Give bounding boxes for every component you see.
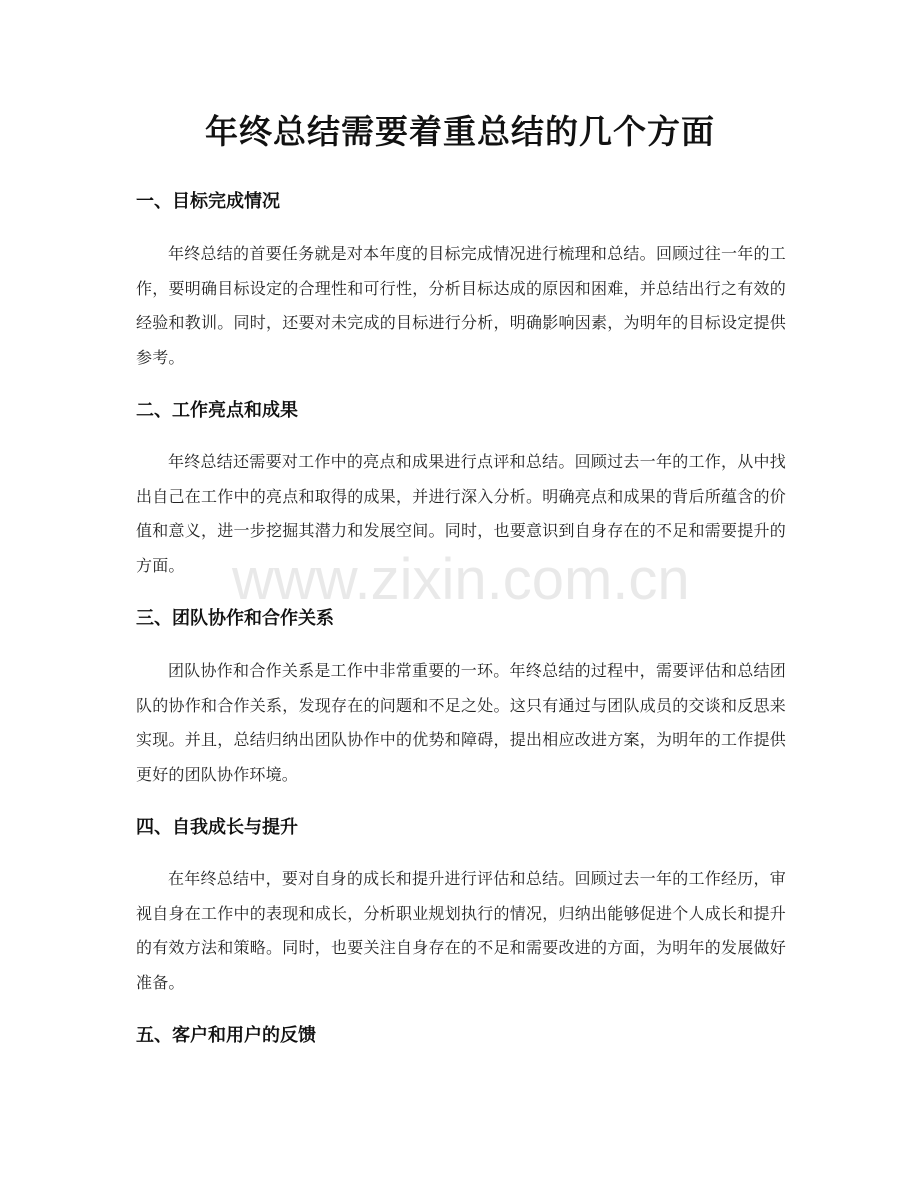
section-heading-2: 二、工作亮点和成果: [136, 400, 298, 421]
section-heading-1: 一、目标完成情况: [136, 191, 280, 212]
section-heading-5: 五、客户和用户的反馈: [136, 1025, 316, 1046]
section-paragraph-1: 年终总结的首要任务就是对本年度的目标完成情况进行梳理和总结。回顾过往一年的工作，要明确目标设定的合理性和可行性，分析目标达成的原因和困难，并总结出行之有效的经验和教训。同时，还要对未完成的目标进行分析，明确影响因素，为明年的目标设定提供参考。: [136, 244, 786, 367]
section-heading-3: 三、团队协作和合作关系: [136, 608, 334, 629]
watermark: www.zixin.com.cn: [232, 547, 690, 612]
section-paragraph-3: 团队协作和合作关系是工作中非常重要的一环。年终总结的过程中，需要评估和总结团队的协作和合作关系，发现存在的问题和不足之处。这只有通过与团队成员的交谈和反思来实现。并且，总结归纳出团队协作中的优势和障碍，提出相应改进方案，为明年的工作提供更好的团队协作环境。: [136, 661, 786, 784]
section-heading-4: 四、自我成长与提升: [136, 817, 298, 838]
page-title: 年终总结需要着重总结的几个方面: [205, 112, 715, 151]
section-paragraph-4: 在年终总结中，要对自身的成长和提升进行评估和总结。回顾过去一年的工作经历，审视自身在工作中的表现和成长，分析职业规划执行的情况，归纳出能够促进个人成长和提升的有效方法和策略。同时，也要关注自身存在的不足和需要改进的方面，为明年的发展做好准备。: [136, 869, 786, 992]
section-paragraph-2: 年终总结还需要对工作中的亮点和成果进行点评和总结。回顾过去一年的工作，从中找出自己在工作中的亮点和取得的成果，并进行深入分析。明确亮点和成果的背后所蕴含的价值和意义，进一步挖掘其潜力和发展空间。同时，也要意识到自身存在的不足和需要提升的方面。: [136, 452, 786, 575]
